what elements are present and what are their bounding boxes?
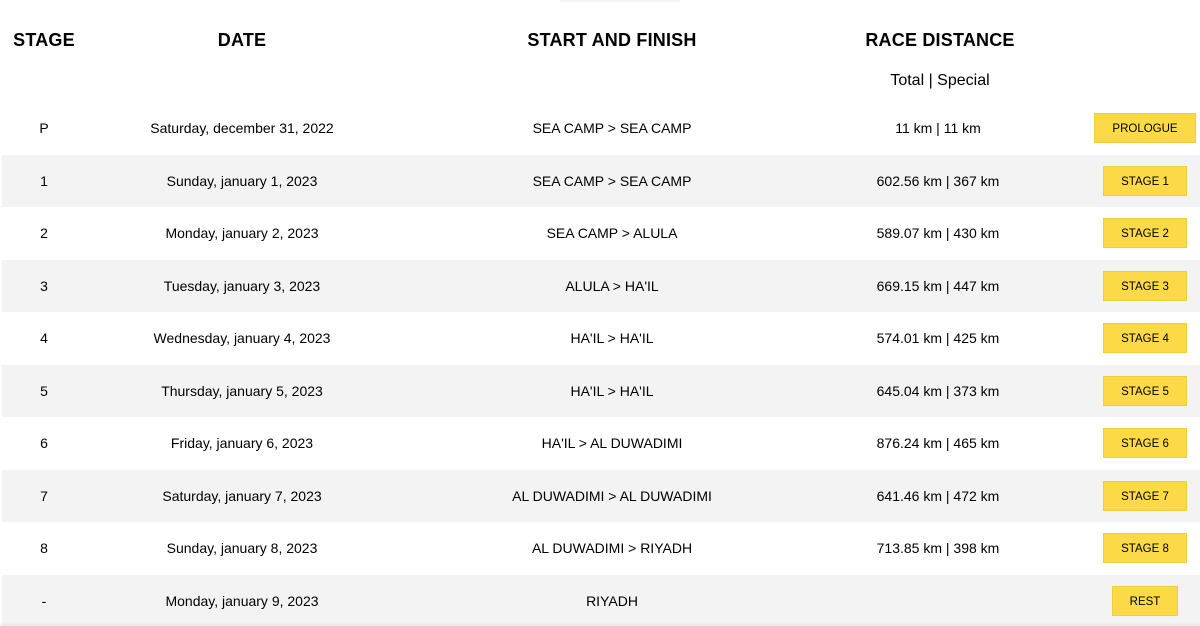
route-cell: SEA CAMP > SEA CAMP [532,120,692,137]
stage-6-button[interactable]: STAGE 6 [1103,428,1187,458]
route-cell: SEA CAMP > SEA CAMP [532,172,692,189]
route-cell: AL DUWADIMI > RIYADH [531,540,693,557]
stage-5-button[interactable]: STAGE 5 [1103,376,1187,406]
header-race-distance: RACE DISTANCE [865,30,1015,50]
table-row [2,102,1200,155]
date-cell: Thursday, january 5, 2023 [161,382,323,399]
table-row [2,155,1200,208]
table-row [2,365,1200,418]
stage-cell: 8 [40,540,48,557]
rest-button[interactable]: REST [1112,586,1178,616]
header-distance-subtitle: Total | Special [890,72,990,89]
prologue-button[interactable]: PROLOGUE [1094,113,1196,143]
distance-cell: 589.07 km | 430 km [876,225,1000,242]
date-cell: Monday, january 2, 2023 [165,225,319,242]
route-cell: SEA CAMP > ALULA [546,225,678,242]
distance-cell: 641.46 km | 472 km [876,487,1000,504]
stage-cell: 6 [40,435,48,452]
distance-cell: 574.01 km | 425 km [876,330,1000,347]
distance-cell: 713.85 km | 398 km [876,540,1000,557]
table-row [2,470,1200,523]
stage-8-button[interactable]: STAGE 8 [1103,533,1187,563]
distance-cell: 645.04 km | 373 km [876,382,1000,399]
route-cell: HA'IL > AL DUWADIMI [541,435,683,452]
stage-1-button[interactable]: STAGE 1 [1103,166,1187,196]
stage-cell: 3 [40,277,48,294]
date-cell: Friday, january 6, 2023 [170,435,314,452]
date-cell: Sunday, january 8, 2023 [166,540,318,557]
stages-table-body [2,102,1200,626]
stage-cell: 5 [40,382,48,399]
route-cell: HA'IL > HA'IL [570,382,654,399]
stage-cell: - [41,592,47,609]
distance-cell: 11 km | 11 km [895,120,981,137]
header-date: DATE [217,30,267,50]
table-header [0,0,1200,100]
route-cell: AL DUWADIMI > AL DUWADIMI [512,487,712,504]
date-cell: Saturday, january 7, 2023 [162,487,322,504]
stage-cell: 2 [40,225,48,242]
date-cell: Wednesday, january 4, 2023 [153,330,331,347]
stage-cell: P [39,120,49,137]
bottom-edge-shadow [0,622,1200,626]
table-row [2,260,1200,313]
table-row [2,207,1200,260]
date-cell: Sunday, january 1, 2023 [166,172,318,189]
stage-3-button[interactable]: STAGE 3 [1103,271,1187,301]
stage-4-button[interactable]: STAGE 4 [1103,323,1187,353]
stage-7-button[interactable]: STAGE 7 [1103,481,1187,511]
distance-cell: 876.24 km | 465 km [876,435,1000,452]
distance-cell: 602.56 km | 367 km [876,172,1000,189]
stage-cell: 7 [40,487,48,504]
stage-cell: 1 [40,172,48,189]
table-row [2,522,1200,575]
route-cell: HA'IL > HA'IL [570,330,654,347]
header-stage: STAGE [13,30,75,50]
header-start-and-finish: START AND FINISH [527,30,697,50]
route-cell: ALULA > HA'IL [565,277,659,294]
table-row [2,312,1200,365]
distance-cell: 669.15 km | 447 km [876,277,1000,294]
route-cell: RIYADH [586,592,638,609]
date-cell: Monday, january 9, 2023 [165,592,319,609]
date-cell: Saturday, december 31, 2022 [150,120,334,137]
table-row [2,417,1200,470]
stage-2-button[interactable]: STAGE 2 [1103,218,1187,248]
date-cell: Tuesday, january 3, 2023 [163,277,321,294]
table-row [2,575,1200,626]
stage-cell: 4 [40,330,48,347]
